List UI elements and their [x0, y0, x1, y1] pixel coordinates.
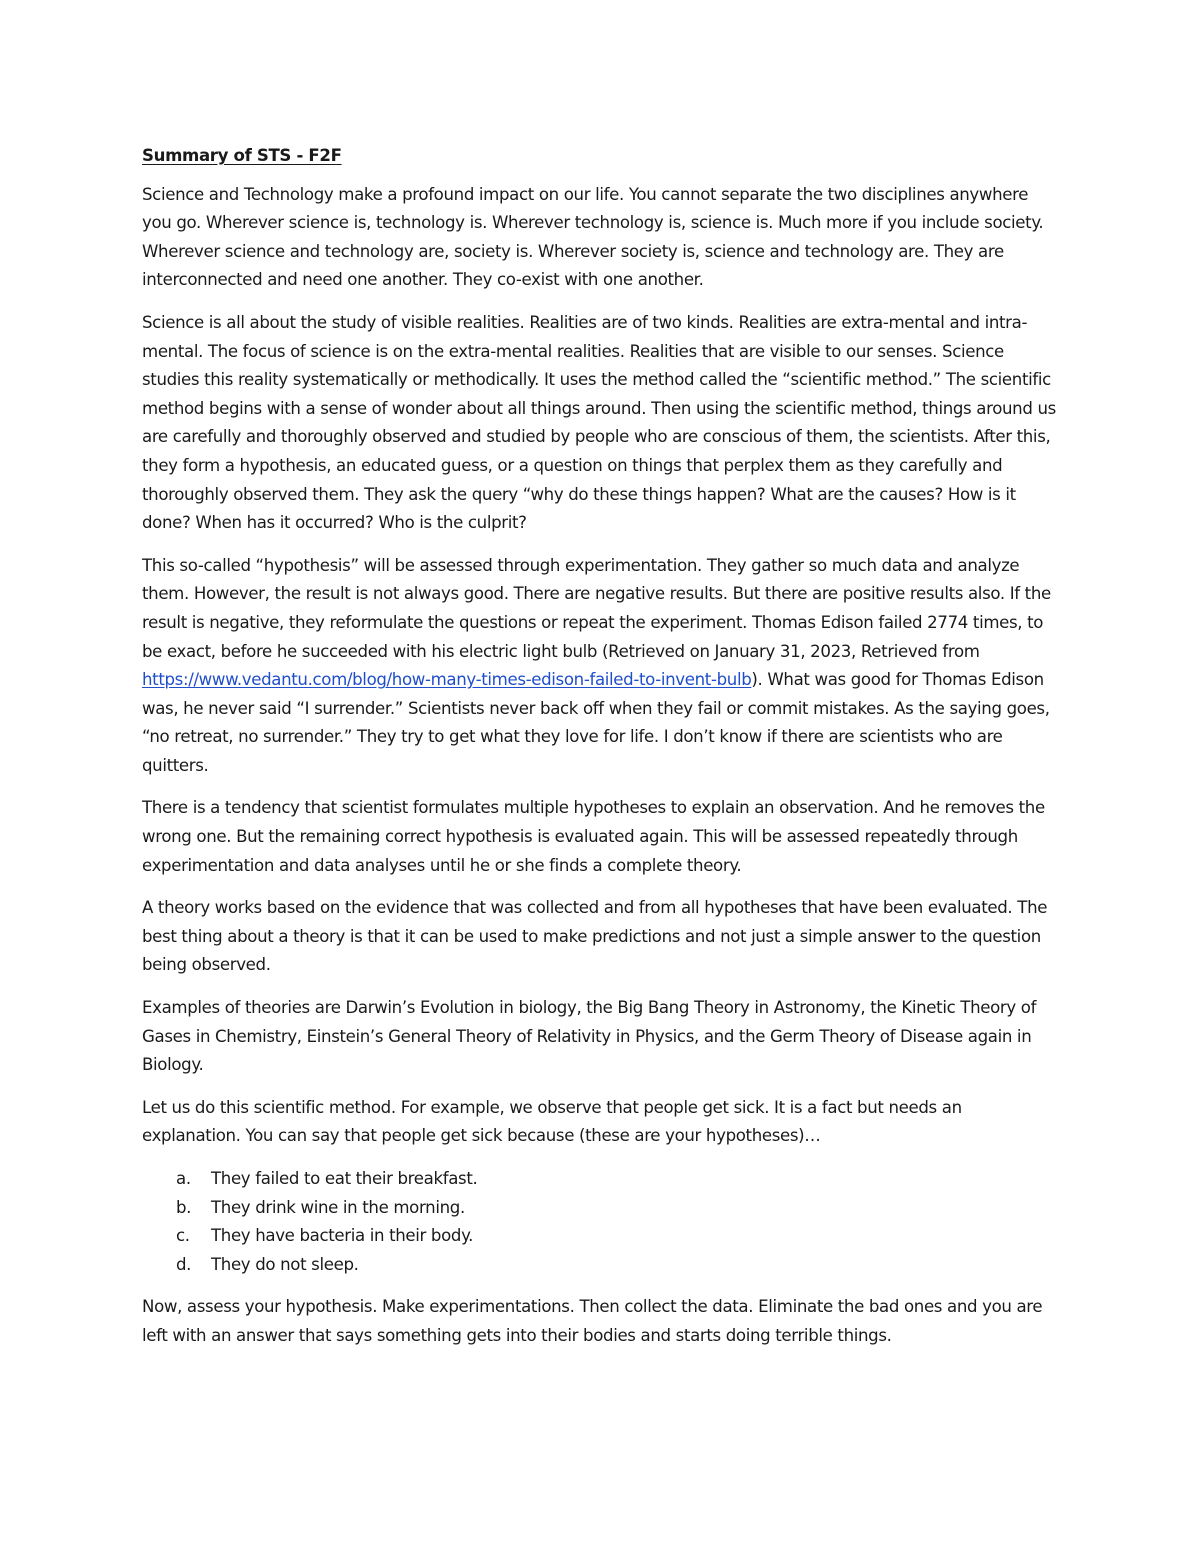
paragraph-text-before-link: This so-called “hypothesis” will be assessed through experimentation. They gather so much data and analyze them. However, the result is not always good. There are negative results. But there are positive results also. If the result is negative, they reformulate the questions or repeat the experiment. Thomas Edison failed 2774 times, to be exact, before he succeeded with his electric light bulb (Retrieved on January 31, 2023, Retrieved from — [142, 555, 1051, 661]
list-item-text: They have bacteria in their body. — [211, 1226, 474, 1246]
list-item — [142, 1194, 1060, 1223]
list-item — [142, 1251, 1060, 1280]
list-item-text: They drink wine in the morning. — [211, 1197, 465, 1217]
list-marker: c. — [176, 1226, 190, 1246]
list-item — [142, 1165, 1060, 1194]
list-marker: a. — [176, 1169, 191, 1188]
list-item-text: They failed to eat their breakfast. — [211, 1169, 478, 1188]
document-title: Summary of STS - F2F — [142, 146, 342, 165]
paragraph-conclusion: Now, assess your hypothesis. Make experimentations. Then collect the data. Eliminate the bad ones and you are left with an answer that says something gets into their bodies and starts doing terrible things. — [142, 1297, 1043, 1345]
paragraph-multiple-hypotheses: There is a tendency that scientist formulates multiple hypotheses to explain an observation. And he removes the wrong one. But the remaining correct hypothesis is evaluated again. This will be assessed repeatedly through experimentation and data analyses until he or she finds a complete theory. — [142, 798, 1045, 875]
paragraph-hypothesis-experimentation — [142, 552, 1060, 781]
paragraph-theory-examples: Examples of theories are Darwin’s Evolution in biology, the Big Bang Theory in Astronomy, the Kinetic Theory of Gases in Chemistry, Einstein’s General Theory of Relativity in Physics, and the Germ Theory of Disease again in Biology. — [142, 998, 1037, 1075]
hypotheses-list — [142, 1165, 1060, 1279]
paragraph-science-realities: Science is all about the study of visible realities. Realities are of two kinds. Realities are extra-mental and intra-mental. The focus of science is on the extra-mental realities. Realities that are visible to our senses. Science studies this reality systematically or methodically. It uses the method called the “scientific method.” The scientific method begins with a sense of wonder about all things around. Then using the scientific method, things around us are carefully and thoroughly observed and studied by people who are conscious of them, the scientists. After this, they form a hypothesis, an educated guess, or a question on things that perplex them as they carefully and thoroughly observed them. They ask the query “why do these things happen? What are the causes? How is it done? When has it occurred? Who is the culprit? — [142, 312, 1056, 533]
paragraph-intro: Science and Technology make a profound impact on our life. You cannot separate the two disciplines anywhere you go. Wherever science is, technology is. Wherever technology is, science is. Much more if you include society. Wherever science and technology are, society is. Wherever society is, science and technology are. They are interconnected and need one another. They co-exist with one another. — [142, 184, 1044, 290]
list-marker: d. — [176, 1254, 192, 1274]
list-marker: b. — [176, 1197, 192, 1217]
paragraph-theory: A theory works based on the evidence that was collected and from all hypotheses that have been evaluated. The best thing about a theory is that it can be used to make predictions and not just a simple answer to the question being observed. — [142, 898, 1048, 975]
paragraph-scientific-method-example: Let us do this scientific method. For example, we observe that people get sick. It is a fact but needs an explanation. You can say that people get sick because (these are your hypotheses)… — [142, 1097, 962, 1146]
paragraph-text-after-link: ). What was good for Thomas Edison was, he never said “I surrender.” Scientists never back off when they fail or commit mistakes. As the saying goes, “no retreat, no surrender.” They try to get what they love for life. I don’t know if there are scientists who are quitters. — [142, 670, 1050, 775]
list-item-text: They do not sleep. — [211, 1254, 359, 1274]
vedantu-link[interactable]: https://www.vedantu.com/blog/how-many-times-edison-failed-to-invent-bulb — [142, 670, 752, 690]
list-item — [142, 1222, 1060, 1251]
